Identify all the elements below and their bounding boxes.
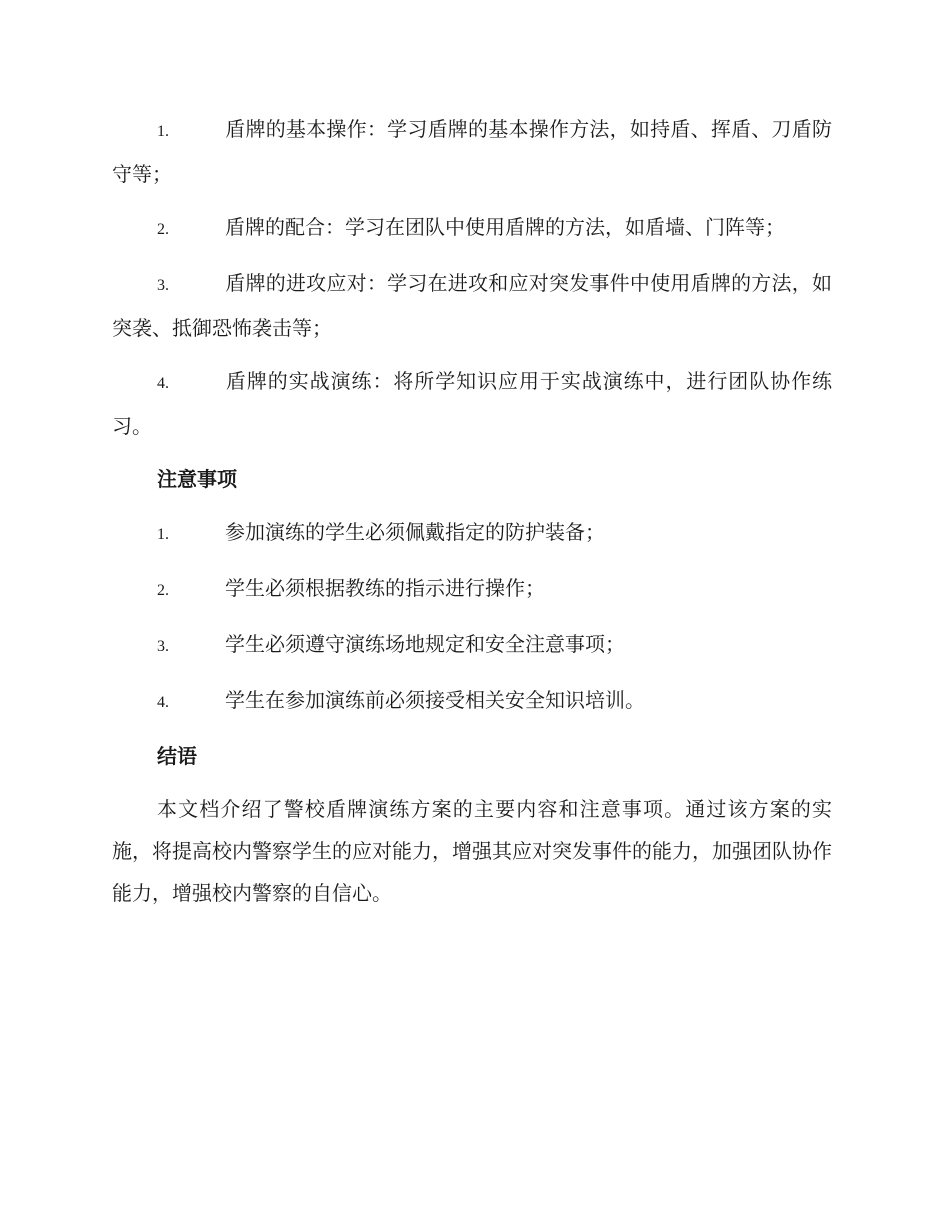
list-item (112, 679, 832, 724)
list-item-text: 学生必须根据教练的指示进行操作； (225, 576, 545, 600)
list-item (112, 567, 832, 612)
conclusion-paragraph: 本文档介绍了警校盾牌演练方案的主要内容和注意事项。通过该方案的实施，将提高校内警察学生的应对能力，增强其应对突发事件的能力，加强团队协作能力，增强校内警察的自信心。 (112, 797, 832, 905)
document-content (112, 108, 832, 914)
list-item (112, 360, 832, 447)
list-item-number: 3. (157, 277, 169, 294)
list-item-text: 盾牌的进攻应对：学习在进攻和应对突发事件中使用盾牌的方法，如突袭、抵御恐怖袭击等； (112, 271, 832, 340)
list-item-number: 2. (157, 582, 169, 599)
list-item-text: 学生在参加演练前必须接受相关安全知识培训。 (225, 688, 645, 712)
list-item-number: 3. (157, 638, 169, 655)
conclusion-heading: 结语 (157, 744, 197, 768)
list-item-number: 4. (157, 694, 169, 711)
list-item (112, 206, 832, 251)
notes-list (112, 511, 832, 724)
notes-heading: 注意事项 (157, 467, 237, 491)
list-item-number: 1. (157, 123, 169, 140)
list-item-number: 1. (157, 526, 169, 543)
list-item-text: 学生必须遵守演练场地规定和安全注意事项； (225, 632, 625, 656)
training-content-list (112, 108, 832, 447)
list-item-number: 4. (157, 375, 169, 392)
list-item (112, 511, 832, 556)
list-item-text: 盾牌的基本操作：学习盾牌的基本操作方法，如持盾、挥盾、刀盾防守等； (112, 117, 832, 186)
list-item (112, 108, 832, 195)
list-item-text: 参加演练的学生必须佩戴指定的防护装备； (225, 520, 605, 544)
list-item-text: 盾牌的实战演练：将所学知识应用于实战演练中，进行团队协作练习。 (112, 369, 832, 438)
list-item-text: 盾牌的配合：学习在团队中使用盾牌的方法，如盾墙、门阵等； (225, 215, 785, 239)
list-item (112, 623, 832, 668)
list-item (112, 262, 832, 349)
list-item-number: 2. (157, 221, 169, 238)
